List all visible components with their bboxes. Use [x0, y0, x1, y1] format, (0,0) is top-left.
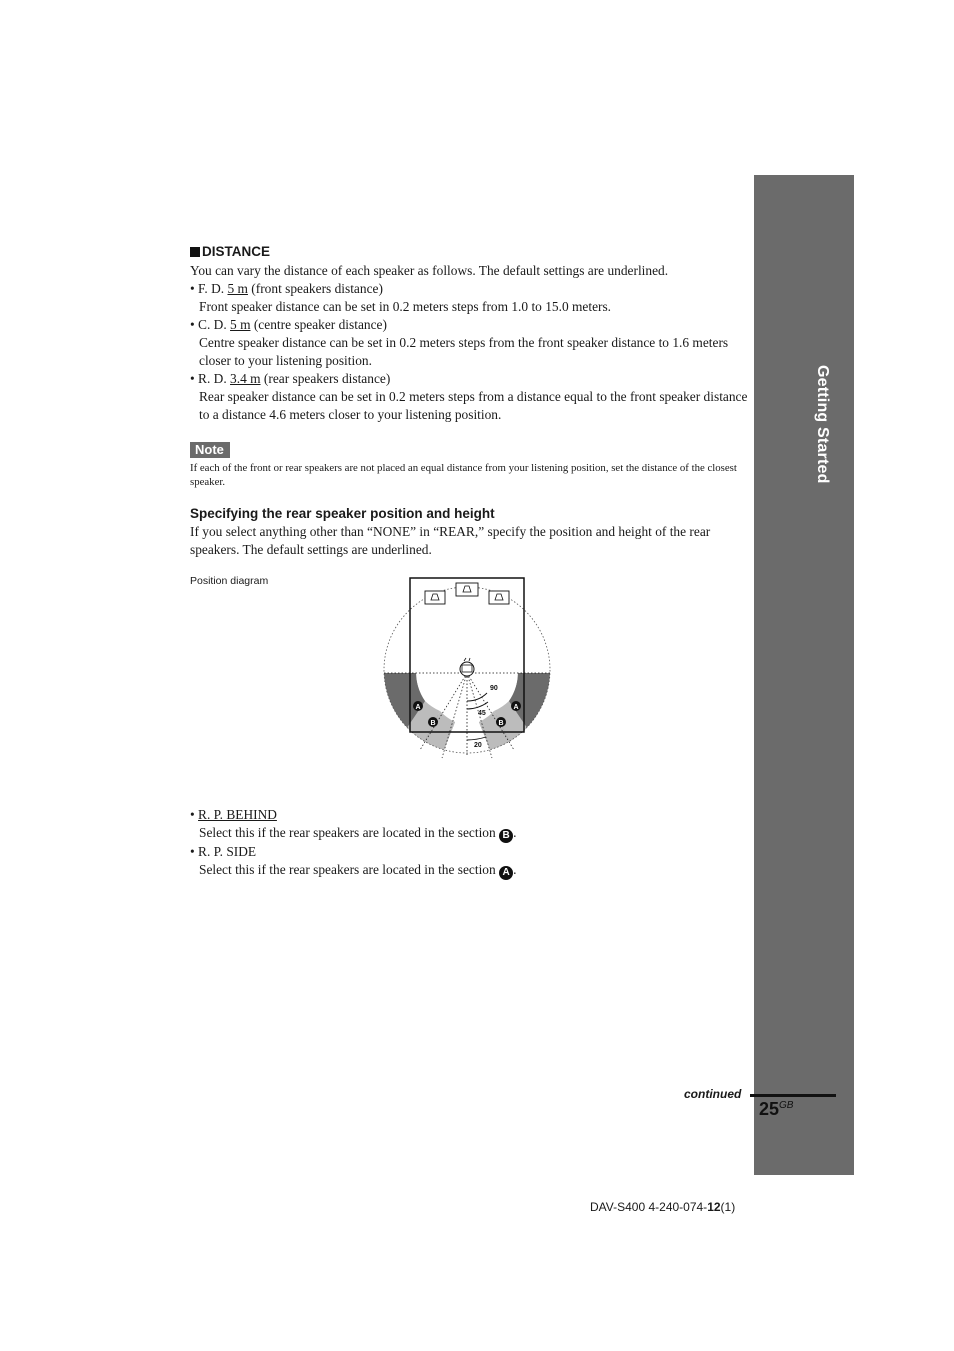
item-description: Rear speaker distance can be set in 0.2 meters steps from a distance equal to the front speaker distance to a distance 4.6 meters closer to your listening position.: [199, 389, 748, 422]
footer-rev: (1): [720, 1200, 736, 1214]
section-b-right-letter: B: [498, 720, 504, 727]
page-number-value: 25: [759, 1099, 780, 1119]
distance-heading: [190, 243, 750, 261]
item-suffix: (front speakers distance): [247, 281, 383, 296]
distance-heading-text: DISTANCE: [202, 244, 271, 259]
period: .: [513, 862, 517, 877]
option-rp-side: [190, 843, 750, 880]
item-description: Centre speaker distance can be set in 0.2 meters steps from the front speaker distance to 1.6 meters closer to your listening position.: [199, 335, 729, 368]
option-name: R. P. SIDE: [198, 844, 257, 859]
speaker-front-right-icon: [489, 591, 509, 604]
section-b-right-marker: [496, 717, 506, 727]
rear-position-intro: If you select anything other than “NONE” in “REAR,” specify the position and height of the rear speakers. The default settings are underlined.: [190, 524, 711, 557]
item-description: Front speaker distance can be set in 0.2 meters steps from 1.0 to 15.0 meters.: [199, 299, 612, 314]
main-content: [190, 243, 750, 559]
note-label: Note: [190, 442, 230, 458]
speaker-front-left-icon: [425, 591, 445, 604]
angle-label-45: 45: [478, 710, 486, 717]
position-options: [190, 806, 750, 880]
option-description: Select this if the rear speakers are located in the section: [199, 825, 500, 840]
bullet: •: [190, 844, 199, 859]
item-label: • R. D.: [190, 371, 231, 386]
item-suffix: (centre speaker distance): [250, 317, 387, 332]
item-label: • C. D.: [190, 317, 231, 332]
section-b-left-letter: B: [430, 720, 436, 727]
option-description: Select this if the rear speakers are located in the section: [199, 862, 500, 877]
square-bullet-icon: [190, 247, 200, 257]
section-a-left-marker: [413, 701, 423, 711]
continued-label: continued: [684, 1087, 742, 1101]
default-value: 5 m: [230, 317, 251, 332]
diagram-label: Position diagram: [190, 575, 269, 587]
angle-arc-20: [467, 737, 486, 740]
section-b-icon: B: [499, 829, 513, 843]
sidebar-tab: [754, 175, 854, 1175]
position-diagram: [380, 575, 554, 765]
distance-item-fd: [190, 280, 750, 316]
default-value: 3.4 m: [230, 371, 261, 386]
listener-icon: [460, 658, 474, 676]
default-value: 5 m: [227, 281, 248, 296]
period: .: [513, 825, 517, 840]
item-suffix: (rear speakers distance): [260, 371, 391, 386]
item-label: • F. D.: [190, 281, 228, 296]
section-a-left-letter: A: [415, 704, 421, 711]
sidebar-title: Getting Started: [814, 365, 831, 484]
page-suffix: GB: [779, 1100, 794, 1111]
footer-model: DAV-S400 4-240-074-: [590, 1200, 708, 1214]
bullet: •: [190, 807, 199, 822]
distance-item-cd: [190, 316, 750, 370]
angle-label-90: 90: [490, 685, 498, 692]
footer-code: [590, 1200, 735, 1214]
page-number: [759, 1099, 793, 1120]
option-rp-behind: [190, 806, 750, 843]
section-a-icon: A: [499, 866, 513, 880]
distance-intro: You can vary the distance of each speaker as follows. The default settings are underlined.: [190, 263, 669, 278]
rear-position-heading: Specifying the rear speaker position and height: [190, 506, 495, 521]
option-name: R. P. BEHIND: [198, 807, 277, 822]
angle-arc-90: [467, 693, 487, 701]
speaker-center-icon: [456, 583, 478, 596]
note-text: If each of the front or rear speakers are not placed an equal distance from your listening position, set the distance of the closest speaker.: [190, 462, 737, 488]
continued-rule: [750, 1094, 836, 1097]
section-b-left-marker: [428, 717, 438, 727]
angle-label-20: 20: [474, 742, 482, 749]
distance-item-rd: [190, 370, 750, 424]
section-a-right-marker: [511, 701, 521, 711]
footer-bold: 12: [707, 1200, 721, 1214]
section-a-right-letter: A: [513, 704, 519, 711]
